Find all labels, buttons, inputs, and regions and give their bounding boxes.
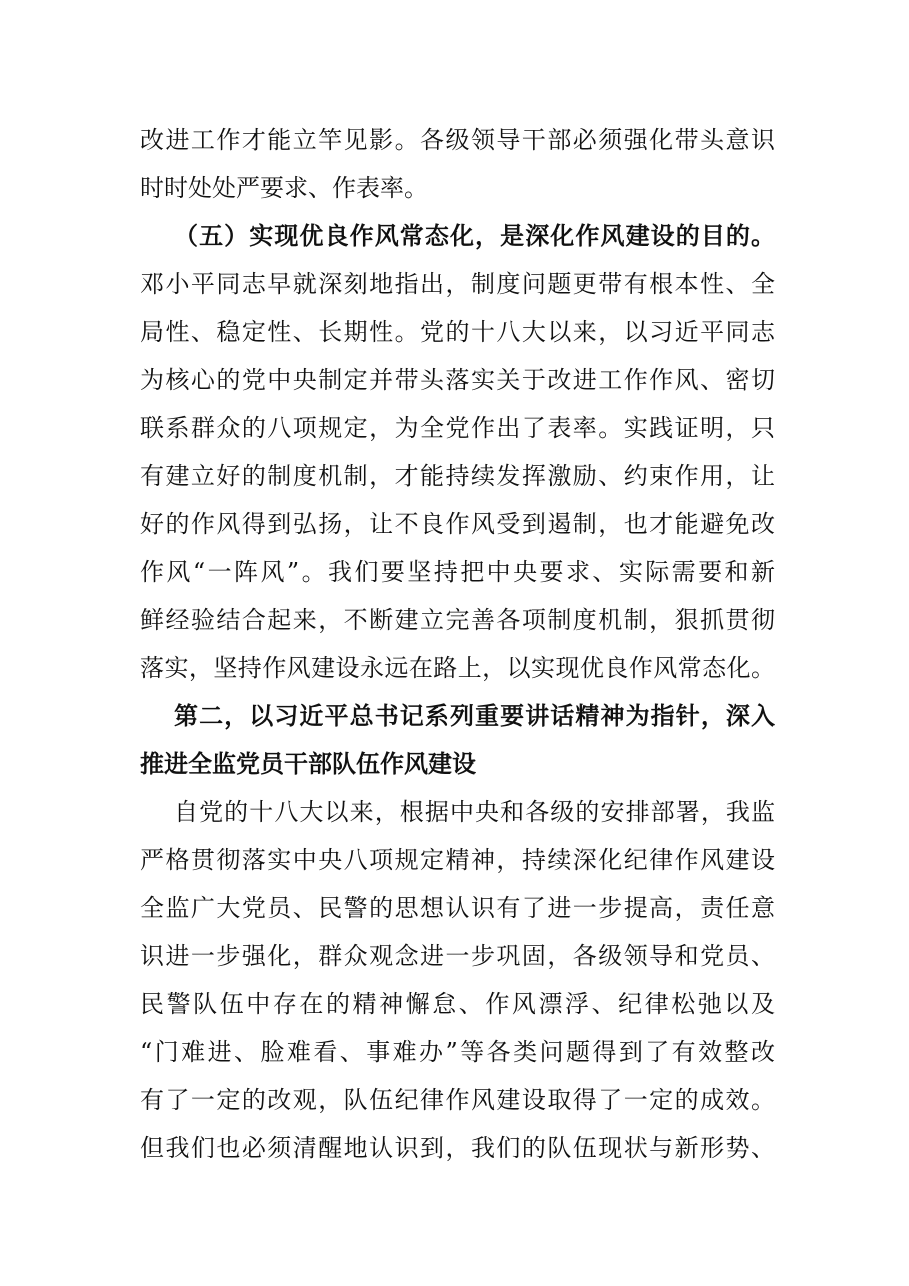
- text-line: 民警队伍中存在的精神懈怠、作风漂浮、纪律松弛以及: [140, 990, 775, 1018]
- heading-line: 第二，以习近平总书记系列重要讲话精神为指针，深入: [174, 702, 775, 730]
- text-line: 鲜经验结合起来，不断建立完善各项制度机制，狠抓贯彻: [140, 606, 775, 634]
- text-line: 但我们也必须清醒地认识到，我们的队伍现状与新形势、: [140, 1134, 775, 1162]
- text-line: 有了一定的改观，队伍纪律作风建设取得了一定的成效。: [140, 1086, 775, 1114]
- text-line: 时时处处严要求、作表率。: [140, 174, 428, 202]
- text-line: 局性、稳定性、长期性。党的十八大以来，以习近平同志: [140, 318, 775, 346]
- text-line: 邓小平同志早就深刻地指出，制度问题更带有根本性、全: [140, 270, 775, 298]
- heading-line: （五）实现优良作风常态化，是深化作风建设的目的。: [174, 222, 775, 250]
- body-text: [140, 116, 775, 1172]
- text-line: 联系群众的八项规定，为全党作出了表率。实践证明，只: [140, 414, 775, 442]
- text-line: 作风“一阵风”。我们要坚持把中央要求、实际需要和新: [140, 558, 775, 586]
- text-line: 落实，坚持作风建设永远在路上，以实现优良作风常态化。: [140, 654, 775, 682]
- heading-line: 推进全监党员干部队伍作风建设: [140, 750, 476, 778]
- text-line: “门难进、脸难看、事难办”等各类问题得到了有效整改: [140, 1038, 775, 1066]
- text-line: 好的作风得到弘扬，让不良作风受到遏制，也才能避免改: [140, 510, 775, 538]
- text-line: 为核心的党中央制定并带头落实关于改进工作作风、密切: [140, 366, 775, 394]
- text-line: 改进工作才能立竿见影。各级领导干部必须强化带头意识: [140, 126, 775, 154]
- text-line: 严格贯彻落实中央八项规定精神，持续深化纪律作风建设: [140, 846, 775, 874]
- text-line: 自党的十八大以来，根据中央和各级的安排部署，我监: [174, 798, 775, 826]
- text-line: 全监广大党员、民警的思想认识有了进一步提高，责任意: [140, 894, 775, 922]
- text-line: 识进一步强化，群众观念进一步巩固，各级领导和党员、: [140, 942, 775, 970]
- text-line: 有建立好的制度机制，才能持续发挥激励、约束作用，让: [140, 462, 775, 490]
